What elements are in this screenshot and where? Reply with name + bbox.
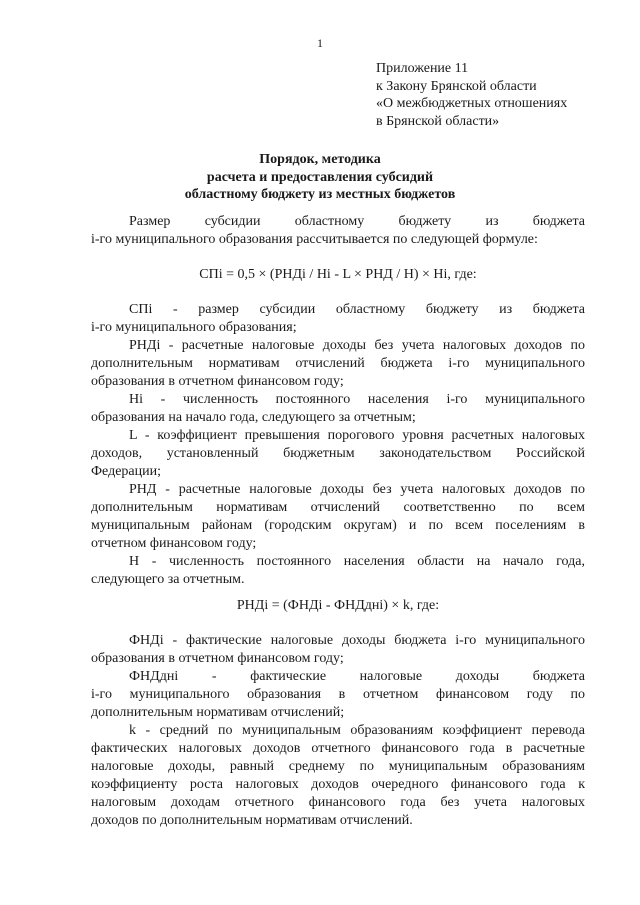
appendix-header (376, 60, 616, 130)
text-line: РНД - расчетные налоговые доходы без учета налоговых доходов по (129, 482, 585, 497)
page-number: 1 (317, 36, 323, 50)
definition-paragraph (91, 427, 585, 481)
appendix-line: Приложение 11 (376, 61, 469, 76)
text-line: коэффициенту роста налоговых доходов очередного финансового года к (91, 777, 585, 792)
text-line: следующего за отчетным. (91, 572, 245, 587)
formula-sp: СПi = 0,5 × (РНДi / Hi - L × РНД / Н) × Нi, где: (199, 267, 477, 282)
text-line: СПi - размер субсидии областному бюджету из бюджета (129, 302, 585, 317)
appendix-line: к Закону Брянской области (376, 78, 537, 94)
text-line: L - коэффициент превышения порогового уровня расчетных налоговых (129, 428, 585, 443)
text-line: Федерации; (91, 464, 162, 479)
appendix-line: «О межбюджетных отношениях (376, 96, 568, 111)
text-line: муниципальным районам (городским округам) и по всем поселениям в (91, 518, 585, 533)
text-line: k - средний по муниципальным образованиям коэффициент перевода (129, 723, 585, 738)
document-title (40, 151, 600, 204)
text-line: образования в отчетном финансовом году; (91, 374, 344, 389)
text-line: i-го муниципального образования; (91, 320, 297, 335)
text-line: дополнительным нормативам отчислений; (91, 705, 345, 720)
definition-paragraph (91, 553, 585, 589)
definition-paragraph (91, 481, 585, 553)
text-line: Нi - численность постоянного населения i-го муниципального (129, 392, 585, 407)
text-line: отчетном финансовом году; (91, 536, 257, 551)
text-line: i-го муниципального образования рассчитывается по следующей формуле: (91, 232, 538, 247)
formula-rnd: РНДi = (ФНДi - ФНДднi) × k, где: (236, 598, 440, 613)
definition-paragraph (91, 632, 585, 668)
definition-paragraph (91, 722, 585, 830)
text-line: образования в отчетном финансовом году; (91, 651, 344, 666)
definition-paragraph (91, 668, 585, 722)
text-line: дополнительным нормативам отчислений соответственно по всем (91, 500, 585, 515)
title-line: Порядок, методика (259, 152, 381, 167)
definition-paragraph (91, 301, 585, 337)
intro-paragraph (91, 213, 585, 249)
title-line: расчета и предоставления субсидий (206, 169, 434, 185)
text-line: Размер субсидии областному бюджету из бюджета (129, 214, 585, 229)
text-line: фактических налоговых доходов отчетного финансового года в расчетные (91, 741, 585, 756)
text-line: образования на начало года, следующего за отчетным; (91, 410, 416, 425)
text-line: доходов, установленный бюджетным законодательством Российской (91, 446, 585, 461)
text-line: i-го муниципального образования в отчетном финансовом году по (91, 687, 585, 702)
text-line: ФНДi - фактические налоговые доходы бюджета i-го муниципального (129, 633, 585, 648)
text-line: Н - численность постоянного населения области на начало года, (129, 554, 585, 569)
appendix-line: в Брянской области» (376, 113, 500, 129)
text-line: доходов по дополнительным нормативам отчислений. (91, 813, 413, 828)
title-line: областному бюджету из местных бюджетов (184, 187, 456, 202)
definition-paragraph (91, 337, 585, 391)
text-line: дополнительным нормативам отчислений бюджета i-го муниципального (91, 356, 585, 371)
text-line: ФНДднi - фактические налоговые доходы бюджета (129, 669, 585, 684)
text-line: РНДi - расчетные налоговые доходы без учета налоговых доходов по (129, 338, 585, 353)
text-line: налоговые доходы, равный среднему по муниципальным образованиям (91, 759, 585, 774)
text-line: налоговым доходам отчетного финансового года без учета налоговых (91, 795, 585, 810)
definition-paragraph (91, 391, 585, 427)
